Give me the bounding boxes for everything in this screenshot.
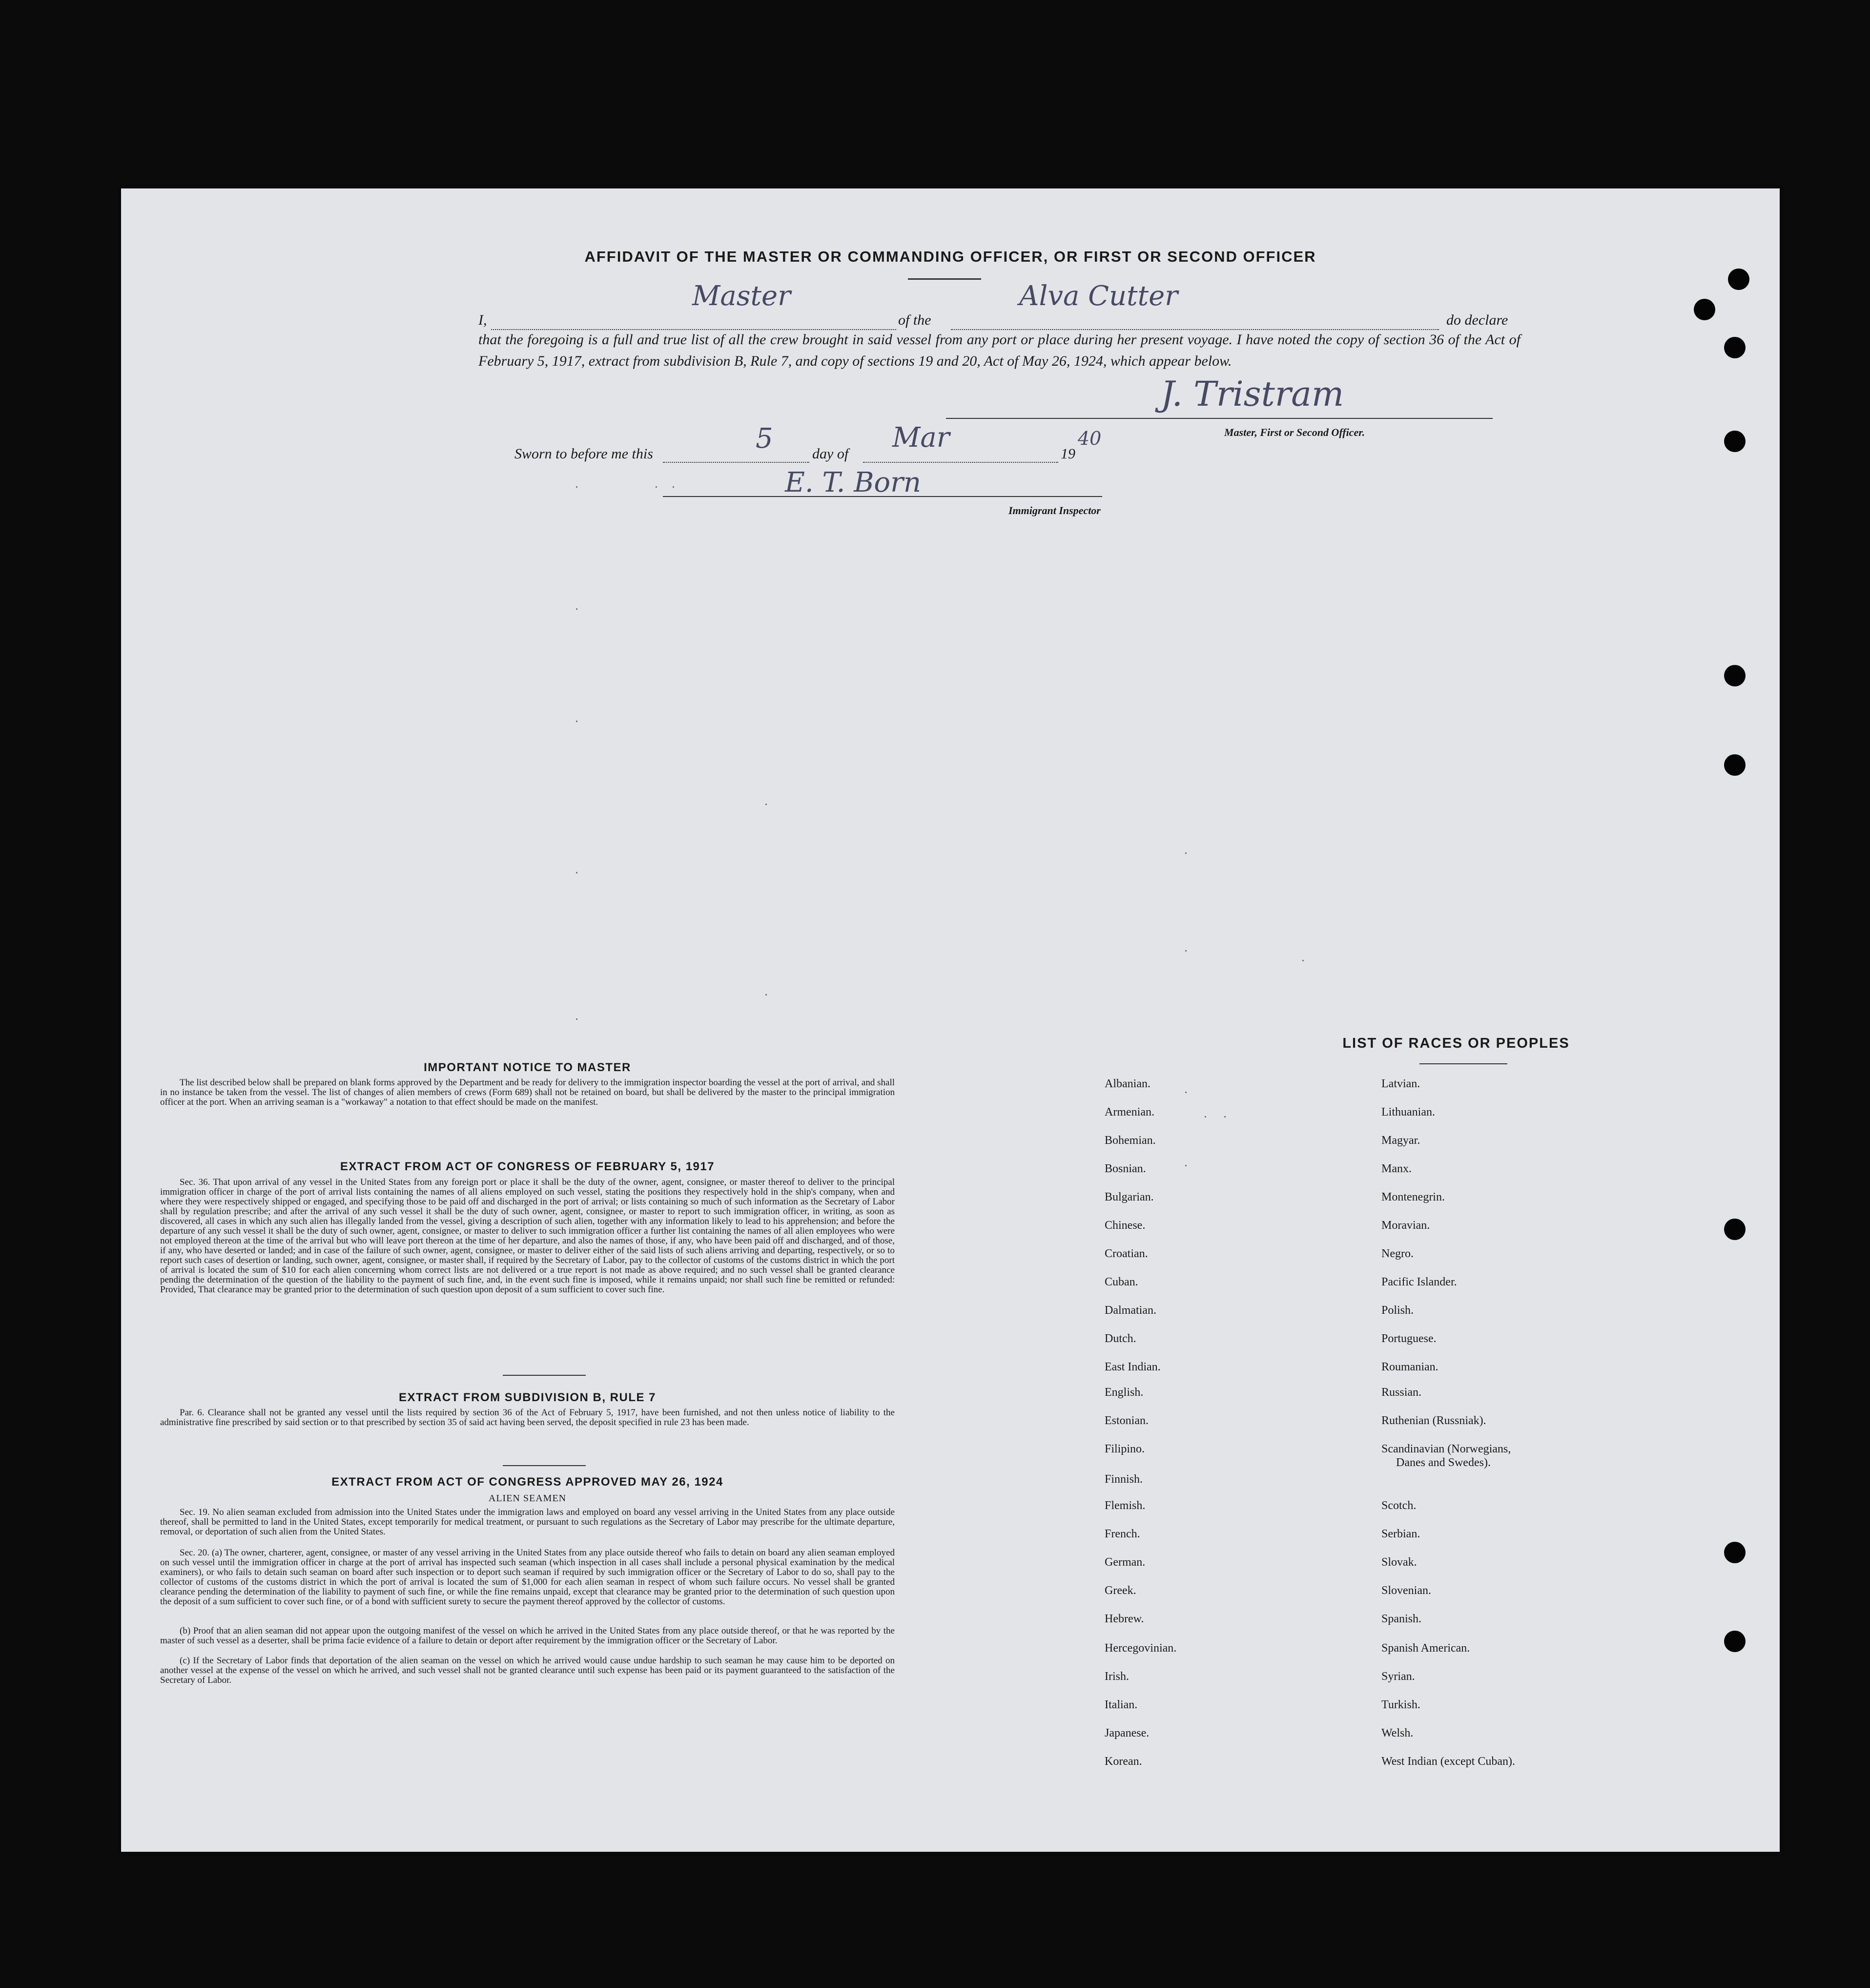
i-label: I,	[478, 312, 487, 328]
handwritten-year: 40	[1078, 428, 1102, 449]
race-item: Scandinavian (Norwegians,	[1381, 1443, 1511, 1455]
year-prefix: 19	[1061, 446, 1075, 462]
form-sheet	[121, 188, 1780, 1852]
race-item: Portuguese.	[1381, 1332, 1437, 1345]
punch-hole	[1724, 1219, 1746, 1240]
races-divider	[1419, 1063, 1507, 1064]
inspector-caption: Immigrant Inspector	[1008, 504, 1101, 517]
race-item: Moravian.	[1381, 1219, 1430, 1232]
punch-hole	[1724, 337, 1746, 358]
race-item: Turkish.	[1381, 1698, 1420, 1711]
inspector-line	[663, 496, 1102, 497]
race-item: Scotch.	[1381, 1499, 1417, 1512]
extract-rule7-title: EXTRACT FROM SUBDIVISION B, RULE 7	[398, 1391, 657, 1404]
race-item: English.	[1105, 1386, 1144, 1399]
race-item: Serbian.	[1381, 1528, 1420, 1540]
race-item: Montenegrin.	[1381, 1191, 1445, 1203]
race-item: Magyar.	[1381, 1134, 1420, 1147]
race-item: Roumanian.	[1381, 1361, 1438, 1373]
affidavit-body: that the foregoing is a full and true list of all the crew brought in said vessel from any port or place during her present voyage. I have noted the copy of section 36 of the Act of February 5, 1917, extract from subdivision B, Rule 7, and copy of sections 19 and 20, Act of May 26, 1924, which appear below.	[478, 331, 1521, 369]
race-item: East Indian.	[1105, 1361, 1161, 1373]
race-item: Negro.	[1381, 1247, 1414, 1260]
inspector-signature: E. T. Born	[785, 467, 921, 498]
punch-hole	[1694, 299, 1715, 320]
punch-hole	[1724, 665, 1746, 686]
race-item: Lithuanian.	[1381, 1106, 1435, 1118]
race-item: Bosnian.	[1105, 1162, 1146, 1175]
race-item: Italian.	[1105, 1698, 1138, 1711]
race-item: Greek.	[1105, 1584, 1136, 1597]
race-item: Flemish.	[1105, 1499, 1146, 1512]
affidavit-title: AFFIDAVIT OF THE MASTER OR COMMANDING OFFICER, OR FIRST OR SECOND OFFICER	[584, 248, 1316, 265]
race-item: Slovenian.	[1381, 1584, 1431, 1597]
races-title: LIST OF RACES OR PEOPLES	[1342, 1035, 1570, 1051]
do-declare-label: do declare	[1446, 312, 1508, 328]
punch-hole	[1724, 1631, 1746, 1652]
section-divider	[503, 1465, 586, 1466]
race-item: German.	[1105, 1556, 1146, 1569]
day-of-label: day of	[812, 446, 849, 462]
race-item: Bohemian.	[1105, 1134, 1156, 1147]
race-item: Russian.	[1381, 1386, 1422, 1399]
sworn-label: Sworn to before me this	[514, 446, 653, 462]
race-item: Polish.	[1381, 1304, 1414, 1317]
extract-1917-title: EXTRACT FROM ACT OF CONGRESS OF FEBRUARY 5, 1917	[340, 1160, 715, 1173]
extract-1917-text: Sec. 36. That upon arrival of any vessel in the United States from any foreign port or place it shall be the duty of the owner, agent, consignee, or master thereof to deliver to the principal immigration officer in charge of the port of arrival lists containing the names of all aliens employed on such vessel, stating the positions they respectively hold in the ship's company, when and where they were respectively shipped or engaged, and specifying those to be paid off and discharged in the port of arrival; or lists containing so much of such information as the Secretary of Labor shall by regulation prescribe; and after the arrival of any such vessel it shall be the duty of such owner, agent, consignee, or master to report to such immigration officer, in writing, as soon as discovered, all cases in which any such alien has illegally landed from the vessel, giving a description of such alien, together with any information likely to lead to his apprehension; and before the departure of any such vessel it shall be the duty of such owner, agent, consignee, or master to deliver to such immigration officer a further list containing the names of all alien employees who were not employed thereon at the time of the arrival but who will leave port thereon at the time of her departure, and also the names of those, if any, who have been paid off and discharged, and of those, if any, who have deserted or landed; and in case of the failure of such owner, agent, consignee, or master to deliver either of the said lists of such aliens arriving and departing, respectively, or so to report such cases of desertion or landing, such owner, agent, consignee, or master shall, if required by the Secretary of Labor, pay to the collector of customs of the customs district in which the port of arrival is located the sum of $10 for each alien concerning whom correct lists are not delivered or a true report is not made as above required; and no such vessel shall be granted clearance pending the determination of the question of the liability to the payment of such fine, and, in the event such fine is imposed, while it remains unpaid; nor shall such fine be remitted or refunded: Provided, That clearance may be granted prior to the determination of such question upon deposit of a sum sufficient to cover such fine.	[160, 1177, 895, 1295]
day-line	[663, 462, 809, 463]
race-item: Syrian.	[1381, 1670, 1415, 1683]
race-item: Ruthenian (Russniak).	[1381, 1414, 1486, 1427]
section-20b-text: (b) Proof that an alien seaman did not appear upon the outgoing manifest of the vessel on which he arrived in the United States from any place outside thereof, or that he was reported by the master of such vessel as a deserter, shall be prima facie evidence of a failure to detain or deport after requirement by the immigration officer or the Secretary of Labor.	[160, 1626, 895, 1646]
race-item: Finnish.	[1105, 1473, 1143, 1486]
handwritten-rank: Master	[692, 280, 791, 312]
title-divider	[908, 278, 981, 280]
notice-text: The list described below shall be prepared on blank forms approved by the Department and be ready for delivery to the immigration inspector boarding the vessel at the port of arrival, and shall in no instance be taken from the vessel. The list of changes of alien members of crews (Form 689) shall not be retained on board, but shall be delivered by the master to the principal immigration officer at the port. When an arriving seaman is a "workaway" a notation to that effect should be made on the manifest.	[160, 1077, 895, 1107]
race-item: Irish.	[1105, 1670, 1129, 1683]
extract-rule7-text: Par. 6. Clearance shall not be granted any vessel until the lists required by section 36 of the Act of February 5, 1917, have been furnished, and not then unless notice of liability to the administrative fine prescribed by said section or to that prescribed by section 35 of said act having been served, the deposit specified in rule 23 has been made.	[160, 1408, 895, 1428]
race-item: Hercegovinian.	[1105, 1642, 1177, 1655]
handwritten-month: Mar	[892, 422, 950, 454]
month-line	[863, 462, 1058, 463]
master-caption: Master, First or Second Officer.	[1224, 426, 1365, 438]
section-20c-text: (c) If the Secretary of Labor finds that deportation of the alien seaman on the vessel on which he arrived would cause undue hardship to such seaman he may cause him to be deported on another vessel at the expense of the vessel on which he arrived, and such vessel shall not be granted clearance until such expense has been paid or its payment guaranteed to the satisfaction of the Secretary of Labor.	[160, 1656, 895, 1685]
punch-hole	[1724, 754, 1746, 776]
of-the-label: of the	[898, 312, 931, 328]
race-item: West Indian (except Cuban).	[1381, 1755, 1515, 1768]
race-item: Latvian.	[1381, 1077, 1420, 1090]
race-item: Estonian.	[1105, 1414, 1149, 1427]
race-item: Danes and Swedes).	[1396, 1456, 1491, 1469]
section-19-text: Sec. 19. No alien seaman excluded from admission into the United States under the immigration laws and employed on board any vessel arriving in the United States from any place outside thereof, shall be permitted to land in the United States, except temporarily for medical treatment, or pursuant to such regulations as the Secretary of Labor may prescribe for the ultimate departure, removal, or deportation of such alien from the United States.	[160, 1507, 895, 1537]
handwritten-day: 5	[756, 423, 773, 455]
race-item: Korean.	[1105, 1755, 1142, 1768]
race-item: French.	[1105, 1528, 1140, 1540]
race-item: Dalmatian.	[1105, 1304, 1156, 1317]
handwritten-vessel: Alva Cutter	[1019, 280, 1178, 312]
punch-hole	[1724, 431, 1746, 452]
race-item: Filipino.	[1105, 1443, 1145, 1455]
race-item: Albanian.	[1105, 1077, 1151, 1090]
notice-title: IMPORTANT NOTICE TO MASTER	[424, 1061, 631, 1074]
section-divider	[503, 1375, 586, 1376]
punch-hole	[1728, 269, 1749, 290]
race-item: Welsh.	[1381, 1727, 1414, 1740]
race-item: Pacific Islander.	[1381, 1276, 1457, 1288]
race-item: Chinese.	[1105, 1219, 1146, 1232]
race-item: Manx.	[1381, 1162, 1412, 1175]
race-item: Spanish American.	[1381, 1642, 1470, 1655]
alien-seamen-subtitle: ALIEN SEAMEN	[488, 1493, 567, 1504]
race-item: Slovak.	[1381, 1556, 1417, 1569]
section-20a-text: Sec. 20. (a) The owner, charterer, agent, consignee, or master of any vessel arriving in the United States from any place outside thereof who fails to detain on board any alien seaman employed on such vessel until the immigration officer in charge at the port of arrival has inspected such seaman (which inspection in all cases shall include a personal physical examination by the medical examiners), or who fails to detain such seaman on board after such inspection or to deport such seaman if required by such immigration officer or the Secretary of Labor to do so, shall pay to the collector of customs of the customs district in which the port of arrival is located the sum of $1,000 for each alien seaman in respect of whom such failure occurs. No vessel shall be granted clearance pending the determination of the liability to payment of such fine, or while the fine remains unpaid, except that clearance may be granted prior to the determination of such question upon the deposit of a sum sufficient to cover such fine, or of a bond with sufficient surety to secure the payment thereof approved by the collector of customs.	[160, 1548, 895, 1607]
punch-hole	[1724, 1542, 1746, 1563]
race-item: Bulgarian.	[1105, 1191, 1154, 1203]
extract-1924-title: EXTRACT FROM ACT OF CONGRESS APPROVED MAY 26, 1924	[331, 1475, 723, 1489]
race-item: Cuban.	[1105, 1276, 1138, 1288]
signature-line	[946, 418, 1493, 419]
race-item: Spanish.	[1381, 1613, 1422, 1625]
race-item: Armenian.	[1105, 1106, 1154, 1118]
master-signature: J. Tristram	[1161, 374, 1344, 414]
race-item: Croatian.	[1105, 1247, 1148, 1260]
race-item: Hebrew.	[1105, 1613, 1144, 1625]
race-item: Dutch.	[1105, 1332, 1136, 1345]
race-item: Japanese.	[1105, 1727, 1150, 1740]
